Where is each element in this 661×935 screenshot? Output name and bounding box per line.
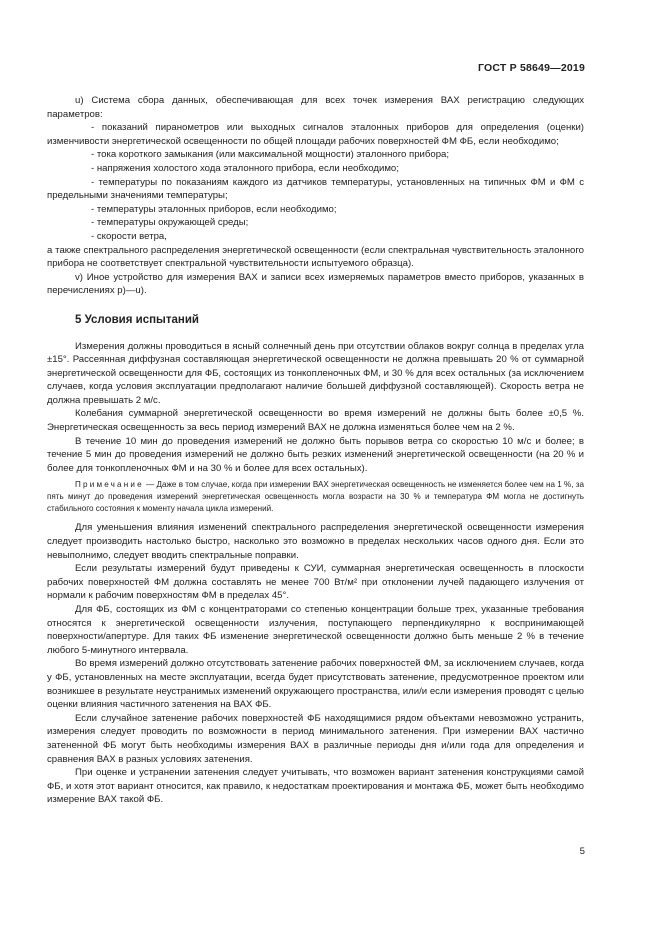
note-block (47, 479, 584, 515)
section-heading: 5 Условия испытаний (75, 313, 199, 326)
paragraph: Если результаты измерений будут приведены к СУИ, суммарная энергетическая освещенность в плоскости рабочих поверхностей ФМ должна составлять не менее 700 Вт/м² при отклонении лучей падающего излучения от нормали к рабочим поверхностям ФМ в пределах 45°. (47, 563, 584, 602)
list-subitem: - напряжения холостого хода эталонного прибора, если необходимо; (91, 162, 399, 174)
paragraph: Для ФБ, состоящих из ФМ с концентраторами со степенью концентрации больше трех, указанные требования относятся к энергетической освещенности излучения, поступающего перпендикулярно к воспринимающей поверхности/апертуре. Для таких ФБ изменение энергетической освещенности должно быть меньше 2 % в течение любого 5-минутного интервала. (47, 604, 584, 656)
paragraph: При оценке и устранении затенения следует учитывать, что возможен вариант затенения конструкциями самой ФБ, и хотя этот вариант относится, как правило, к недостаткам проектирования и монтажа ФБ, может быть необходимо измерение ВАХ такой ФБ. (47, 767, 584, 806)
paragraph: Колебания суммарной энергетической освещенности во время измерений не должны быть более ±0,5 %. Энергетическая освещенность за весь период измерений ВАХ не должна изменяться более чем на 2 %. (47, 408, 584, 434)
list-item-u-continuation: а также спектрального распределения энергетической освещенности (если спектральная чувствительность эталонного прибора не соответствует спектральной чувствительности испытуемого образца). (47, 244, 584, 270)
list-subitem: - температуры по показаниям каждого из датчиков температуры, установленных на типичных ФМ и ФМ с предельными значениями температуры; (47, 176, 584, 202)
list-subitem: - показаний пиранометров или выходных сигналов эталонных приборов для определения (оценки) изменчивости энергетической освещенности по общей площади рабочих поверхностей ФМ ФБ, если необходимо; (47, 122, 584, 147)
paragraph: Во время измерений должно отсутствовать затенение рабочих поверхностей ФМ, за исключением случаев, когда у ФБ, установленных на месте эксплуатации, всегда будет присутствовать затенение, предусмотренное проектом или возникшее в результате неустранимых изменений окружающего пространства, или/и если измерения проводят с целью оценки влияния частичного затенения на ВАХ ФБ. (47, 658, 584, 711)
list-subitem: - тока короткого замыкания (или максимальной мощности) эталонного прибора; (91, 149, 450, 161)
list-item-v: v) Иное устройство для измерения ВАХ и записи всех измеряемых параметров вместо приборов, указанных в перечислениях р)—u). (47, 271, 584, 297)
page-content (47, 94, 584, 807)
document-standard-number: ГОСТ Р 58649—2019 (477, 62, 585, 74)
note-label: Примечание (75, 480, 144, 490)
page-number: 5 (579, 846, 585, 857)
paragraph: Для уменьшения влияния изменений спектрального распределения энергетической освещенности измерения следует производить настолько быстро, насколько это возможно в пределах нескольких часов одного дня. Если это невыполнимо, следует вводить спектральные поправки. (47, 522, 584, 561)
list-subitem: - температуры эталонных приборов, если необходимо; (91, 203, 337, 215)
paragraph: Измерения должны проводиться в ясный солнечный день при отсутствии облаков вокруг солнца в пределах угла ±15°. Рассеянная диффузная составляющая энергетической освещенности не должна превышать 20 % от суммарной энергетической освещенности для ФБ, состоящих из тонкопленочных ФМ, и 30 % для всех остальных (за исключением случаев, когда условия эксплуатации предполагают наличие большей диффузной составляющей). Скорость ветра не должна превышать 2 м/с. (47, 340, 584, 406)
paragraph: В течение 10 мин до проведения измерений не должно быть порывов ветра со скоростью 10 м/с и более; в течение 5 мин до проведения измерений не должно быть резких изменений энергетической освещенности (на 20 % и более для тонкопленочных ФМ и на 30 % и более для всех остальных). (47, 435, 584, 474)
paragraph: Если случайное затенение рабочих поверхностей ФБ находящимися рядом объектами невозможно устранить, измерения следует проводить по возможности в период минимального затенения. При измерении ВАХ частично затененной ФБ могут быть необходимы измерения ВАХ в различные периоды дня и/или года для определения и сравнения ВАХ в разных условиях затенения. (47, 712, 584, 765)
note-text: — Даже в том случае, когда при измерении ВАХ энергетическая освещенность не изменяется более чем на 1 %, за пять минут до проведения измерений энергетическая освещенность могла возрасти на 30 % и температура ФМ могла не достигнуть стабильного состояния к моменту начала цикла измерений. (47, 480, 584, 514)
list-subitem: - скорости ветра, (91, 230, 167, 242)
list-item-u: u) Система сбора данных, обеспечивающая для всех точек измерения ВАХ регистрацию следующих параметров: (47, 95, 584, 120)
list-subitem: - температуры окружающей среды; (91, 217, 249, 229)
